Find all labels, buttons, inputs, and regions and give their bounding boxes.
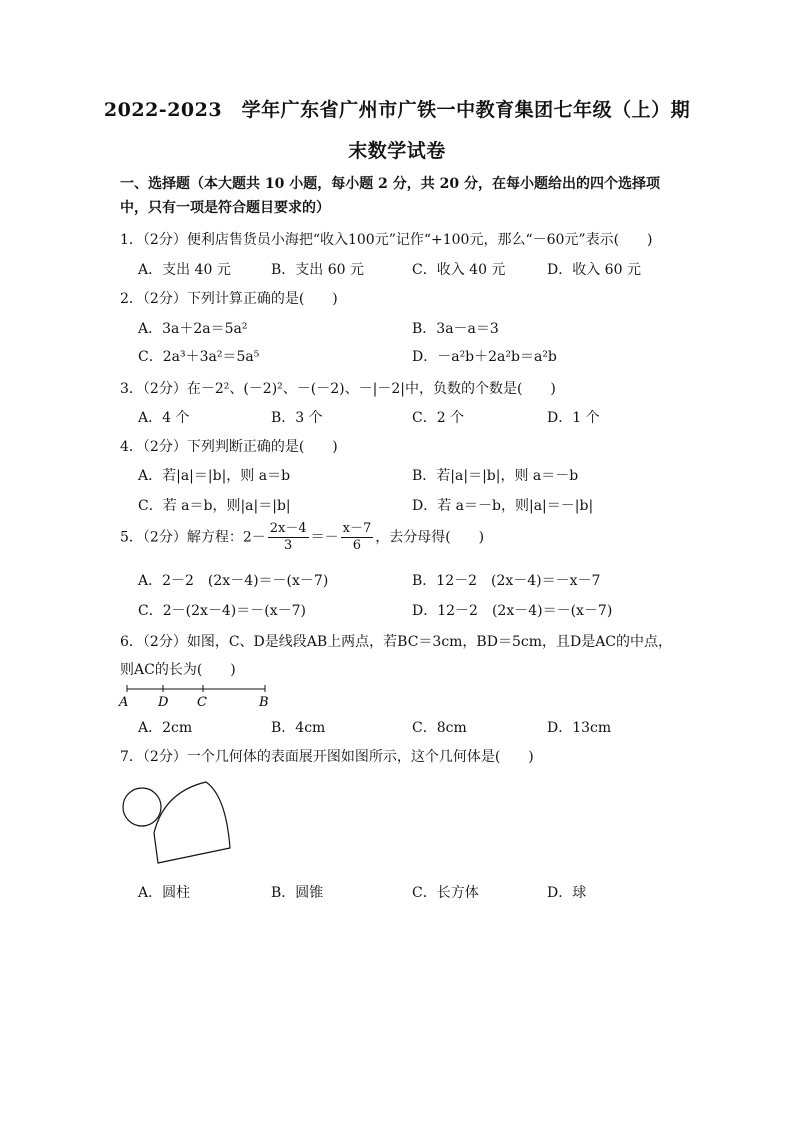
- q4-option-b: B．若|a|＝|b|，则 a＝－b: [412, 468, 579, 484]
- question-4-stem: 4．（2分）下列判断正确的是( ): [120, 439, 338, 455]
- lateral-sector: [154, 782, 230, 863]
- q1-option-c: C．收入 40 元: [412, 262, 506, 278]
- q3-option-c: C．2 个: [412, 410, 465, 426]
- q4-option-c: C．若 a＝b，则|a|＝|b|: [138, 498, 291, 514]
- q4-option-d: D．若 a＝－b，则|a|＝－|b|: [412, 498, 594, 514]
- q2-option-d: D．－a²b＋2a²b＝a²b: [412, 349, 557, 365]
- question-3-stem: 3．（2分）在－2²、(－2)²、－(－2)、－|－2|中，负数的个数是( ): [120, 381, 556, 397]
- page-title-line2: 末数学试卷: [348, 140, 446, 162]
- q5-fraction-2: [341, 521, 374, 554]
- q1-option-d: D．收入 60 元: [547, 262, 641, 278]
- q2-option-c: C．2a³＋3a²＝5a⁵: [138, 349, 260, 365]
- label-b: B: [259, 695, 269, 710]
- q2-option-a: A．3a＋2a＝5a²: [138, 321, 248, 337]
- cone-net-figure: [118, 778, 248, 870]
- q5-stem-mid: ＝－: [310, 529, 339, 546]
- section-heading: 一、选择题（本大题共 10 小题，每小题 2 分，共 20 分，在每小题给出的四个选择项中，只有一项是符合题目要求的）: [120, 176, 660, 216]
- q7-option-a: A．圆柱: [138, 885, 191, 901]
- q5-option-d: D．12－2 (2x－4)＝－(x－7): [412, 603, 613, 619]
- q5-frac2-denominator: 6: [352, 538, 362, 553]
- page-title-line1: 2022-2023 学年广东省广州市广铁一中教育集团七年级（上）期: [103, 99, 691, 121]
- q6-option-d: D．13cm: [547, 720, 612, 736]
- q7-option-d: D．球: [547, 885, 587, 901]
- q6-option-c: C．8cm: [412, 720, 467, 736]
- question-6-stem-line2: 则AC的长为( ): [120, 662, 236, 678]
- q7-option-c: C．长方体: [412, 885, 479, 901]
- q5-frac1-denominator: 3: [284, 538, 293, 553]
- base-circle: [123, 788, 161, 826]
- q5-frac2-numerator: x－7: [342, 521, 372, 536]
- q6-option-a: A．2cm: [138, 720, 193, 736]
- q3-option-d: D．1 个: [547, 410, 600, 426]
- q5-option-b: B．12－2 (2x－4)＝－x－7: [412, 573, 601, 589]
- q4-option-a: A．若|a|＝|b|，则 a＝b: [138, 468, 291, 484]
- line-segment-figure: [115, 682, 275, 712]
- q3-option-b: B．3 个: [271, 410, 323, 426]
- question-5-stem: [120, 521, 484, 554]
- label-a: A: [119, 695, 129, 710]
- q5-option-a: A．2－2 (2x－4)＝－(x－7): [138, 573, 329, 589]
- label-d: D: [158, 695, 169, 710]
- question-6-stem-line1: 6．（2分）如图，C、D是线段AB上两点，若BC＝3cm，BD＝5cm，且D是AC的中点，: [120, 634, 673, 650]
- question-2-stem: 2．（2分）下列计算正确的是( ): [120, 291, 338, 307]
- q3-option-a: A．4 个: [138, 410, 190, 426]
- q5-stem-prefix: 5．（2分）解方程：2－: [120, 529, 266, 546]
- question-7-stem: 7．（2分）一个几何体的表面展开图如图所示，这个几何体是( ): [120, 749, 534, 765]
- q6-option-b: B．4cm: [271, 720, 326, 736]
- q1-option-b: B．支出 60 元: [271, 262, 365, 278]
- q5-stem-suffix: ，去分母得( ): [375, 529, 485, 546]
- q2-option-b: B．3a－a＝3: [412, 321, 499, 337]
- q5-option-c: C．2－(2x－4)＝－(x－7): [138, 603, 306, 619]
- label-c: C: [197, 695, 207, 710]
- q1-option-a: A．支出 40 元: [138, 262, 231, 278]
- q7-option-b: B．圆锥: [271, 885, 324, 901]
- q5-frac1-numerator: 2x－4: [269, 521, 307, 536]
- question-1-stem: 1．（2分）便利店售货员小海把“收入100元”记作“+100元，那么“－60元”表示( ): [120, 232, 653, 248]
- q5-fraction-1: [268, 521, 309, 554]
